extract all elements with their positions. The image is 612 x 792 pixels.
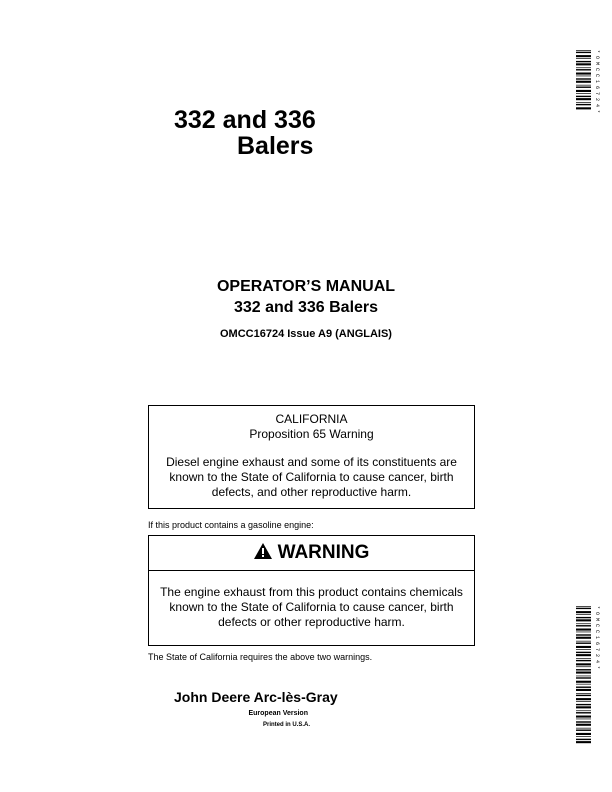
warning-label: WARNING: [277, 542, 370, 563]
barcode-top-text: * O M C C 1 6 7 2 4 *: [594, 50, 600, 114]
barcode-bar: [576, 676, 591, 677]
barcode-bar: [576, 632, 591, 633]
version-label: European Version: [248, 710, 308, 717]
barcode-bar: [576, 623, 591, 624]
barcode-bar: [576, 85, 591, 86]
barcode-top: [576, 50, 600, 114]
barcode-bar: [576, 104, 591, 105]
barcode-bar: [576, 701, 591, 702]
barcode-bar: [576, 76, 591, 77]
cover-title-line2: Balers: [237, 132, 314, 160]
barcode-bar: [576, 646, 591, 648]
warning-body: The engine exhaust from this product contains chemicals known to the State of California to cause cancer, birth defects or other reproductive harm.: [160, 585, 463, 629]
barcode-bar: [576, 643, 591, 644]
barcode-bar: [576, 660, 591, 661]
barcode-bar: [576, 58, 591, 59]
barcode-bar: [576, 706, 591, 708]
barcode-bottom-text: * O M C C 1 6 7 2 4 *: [594, 606, 600, 670]
barcode-bottom-bars: [576, 606, 591, 743]
barcode-bar: [576, 102, 591, 103]
barcode-bar: [576, 78, 591, 79]
barcode-bar: [576, 719, 591, 720]
manual-heading: OPERATOR’S MANUAL: [216, 278, 396, 295]
barcode-bar: [576, 695, 591, 696]
barcode-bar: [576, 641, 591, 642]
barcode-bar: [576, 712, 591, 713]
barcode-bar: [576, 730, 591, 731]
prop65-box: [148, 405, 475, 509]
gasoline-note: If this product contains a gasoline engine:: [148, 520, 314, 530]
barcode-bar: [576, 689, 591, 691]
barcode-bar: [576, 629, 591, 631]
barcode-bar: [576, 663, 591, 665]
barcode-bar: [576, 724, 591, 726]
barcode-bar: [576, 63, 591, 65]
barcode-bar: [576, 681, 591, 683]
barcode-bar: [576, 728, 591, 729]
company-name: John Deere Arc-lès-Gray: [174, 689, 338, 705]
barcode-bar: [576, 608, 591, 609]
barcode-bar: [576, 736, 591, 737]
barcode-bar: [576, 73, 591, 75]
barcode-bar: [576, 677, 591, 678]
barcode-bar: [576, 704, 591, 705]
printed-label: Printed in U.S.A.: [262, 722, 310, 728]
barcode-bar: [576, 669, 591, 670]
barcode-bar: [576, 93, 591, 94]
warning-box: [148, 535, 475, 646]
barcode-bar: [576, 741, 591, 743]
barcode-bar: [576, 619, 591, 621]
warning-triangle-icon: [254, 543, 272, 564]
barcode-bar: [576, 698, 591, 700]
barcode-bottom: [576, 606, 598, 744]
barcode-bar: [576, 649, 591, 650]
barcode-bar: [576, 55, 591, 57]
barcode-bar: [576, 614, 591, 615]
barcode-bar: [576, 98, 591, 100]
barcode-bar: [576, 81, 591, 83]
barcode-bar: [576, 672, 591, 674]
barcode-bar: [576, 50, 591, 51]
barcode-bar: [576, 61, 591, 62]
barcode-bar: [576, 90, 591, 92]
barcode-bar: [576, 687, 591, 688]
barcode-bar: [576, 710, 591, 711]
barcode-bar: [576, 87, 591, 88]
barcode-bar: [576, 666, 591, 667]
manual-subheading: 332 and 336 Balers: [233, 299, 379, 316]
state-note: The State of California requires the above two warnings.: [148, 652, 373, 662]
barcode-bar: [576, 739, 591, 740]
warning-header: [149, 536, 474, 571]
barcode-bar: [576, 693, 591, 694]
barcode-bar: [576, 658, 591, 659]
prop65-body: Diesel engine exhaust and some of its constituents are known to the State of California to cause cancer, birth defects, and other reproductive harm.: [166, 455, 457, 499]
manual-code: OMCC16724 Issue A9 (ANGLAIS): [220, 328, 392, 340]
barcode-bar: [576, 107, 591, 109]
barcode-bar: [576, 96, 591, 97]
cover-title-line1: 332 and 336: [174, 106, 316, 134]
prop65-line2: Proposition 65 Warning: [249, 427, 374, 441]
barcode-bar: [576, 52, 591, 53]
barcode-bar: [576, 617, 591, 618]
barcode-bar: [576, 716, 591, 718]
barcode-bar: [576, 611, 591, 613]
barcode-bar: [576, 652, 591, 653]
barcode-bar: [576, 625, 591, 626]
barcode-bar: [576, 684, 591, 685]
barcode-bar: [576, 637, 591, 639]
barcode-bar: [576, 721, 591, 722]
barcode-top-bars: [576, 50, 591, 109]
barcode-bar: [576, 733, 591, 735]
prop65-line1: CALIFORNIA: [275, 412, 348, 426]
barcode-bar: [576, 634, 591, 635]
barcode-bar: [576, 654, 591, 656]
barcode-bar: [576, 69, 591, 70]
barcode-bar: [576, 606, 591, 607]
barcode-bar: [576, 67, 591, 68]
